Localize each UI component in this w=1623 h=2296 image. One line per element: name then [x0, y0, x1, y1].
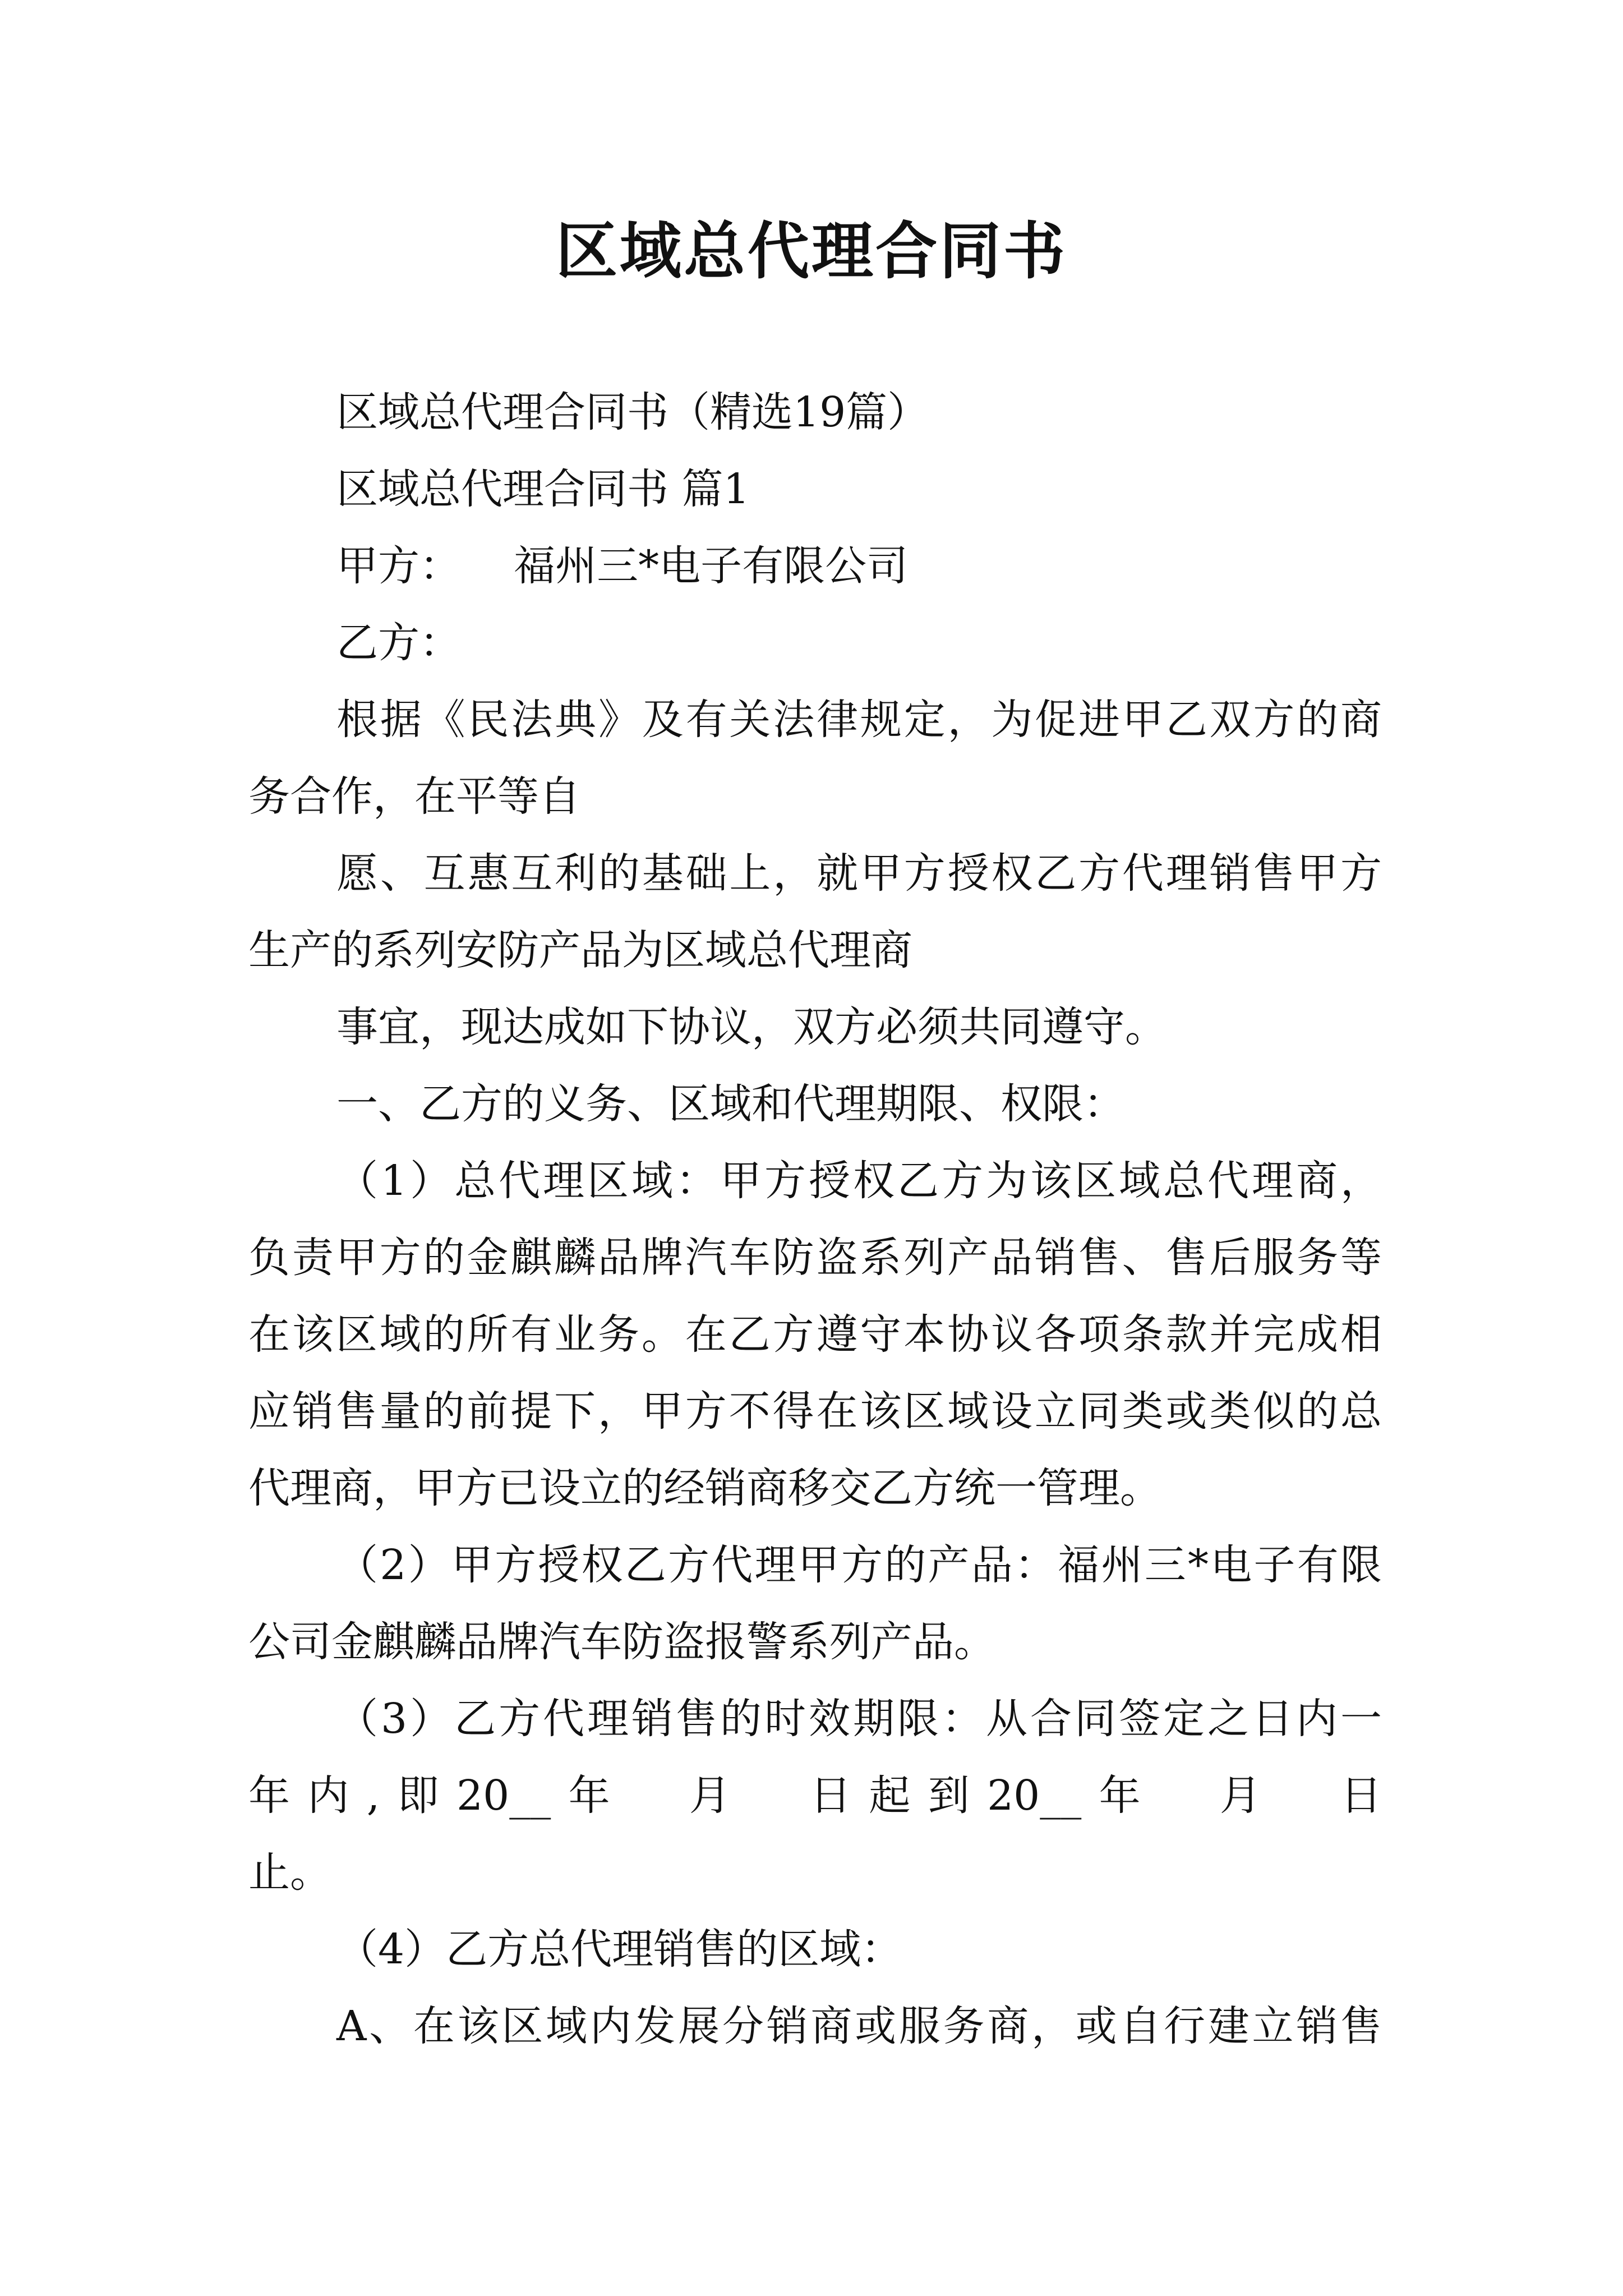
paragraph-line: 止。	[248, 1848, 331, 1897]
paragraph-line: 根据《民法典》及有关法律规定，为促进甲乙双方的商	[336, 696, 1382, 744]
party-a-line: 甲方： 福州三*电子有限公司	[336, 542, 909, 590]
paragraph-line: 务合作，在平等自	[248, 772, 580, 821]
document-title: 区域总代理合同书	[556, 215, 1067, 287]
paragraph-line: （3）乙方代理销售的时效期限：从合同签定之日内一	[336, 1695, 1382, 1743]
paragraph-line: 应销售量的前提下，甲方不得在该区域设立同类或类似的总	[248, 1387, 1382, 1435]
paragraph-line: A、在该区域内发展分销商或服务商，或自行建立销售	[336, 2002, 1382, 2050]
paragraph-line: 生产的系列安防产品为区域总代理商	[248, 926, 912, 974]
subtitle-line: 区域总代理合同书（精选19篇）	[336, 388, 929, 436]
section-heading: 区域总代理合同书 篇1	[336, 465, 750, 513]
paragraph-line: （4）乙方总代理销售的区域：	[336, 1925, 903, 1973]
paragraph-line: 年内,即20__年 月 日起到20__年 月 日	[248, 1772, 1382, 1820]
paragraph-line: 事宜，现达成如下协议，双方必须共同遵守。	[336, 1003, 1166, 1051]
paragraph-line: 在该区域的所有业务。在乙方遵守本协议各项条款并完成相	[248, 1310, 1382, 1359]
paragraph-line: 公司金麒麟品牌汽车防盗报警系列产品。	[248, 1618, 995, 1666]
clause-heading: 一、乙方的义务、区域和代理期限、权限：	[336, 1080, 1125, 1128]
party-b-line: 乙方：	[336, 619, 461, 667]
paragraph-line: 负责甲方的金麒麟品牌汽车防盗系列产品销售、售后服务等	[248, 1234, 1382, 1282]
paragraph-line: 愿、互惠互利的基础上，就甲方授权乙方代理销售甲方	[336, 849, 1382, 898]
paragraph-line: 代理商，甲方已设立的经销商移交乙方统一管理。	[248, 1464, 1161, 1512]
paragraph-line: （2）甲方授权乙方代理甲方的产品：福州三*电子有限	[336, 1541, 1382, 1589]
paragraph-line: （1）总代理区域：甲方授权乙方为该区域总代理商，	[336, 1157, 1382, 1205]
